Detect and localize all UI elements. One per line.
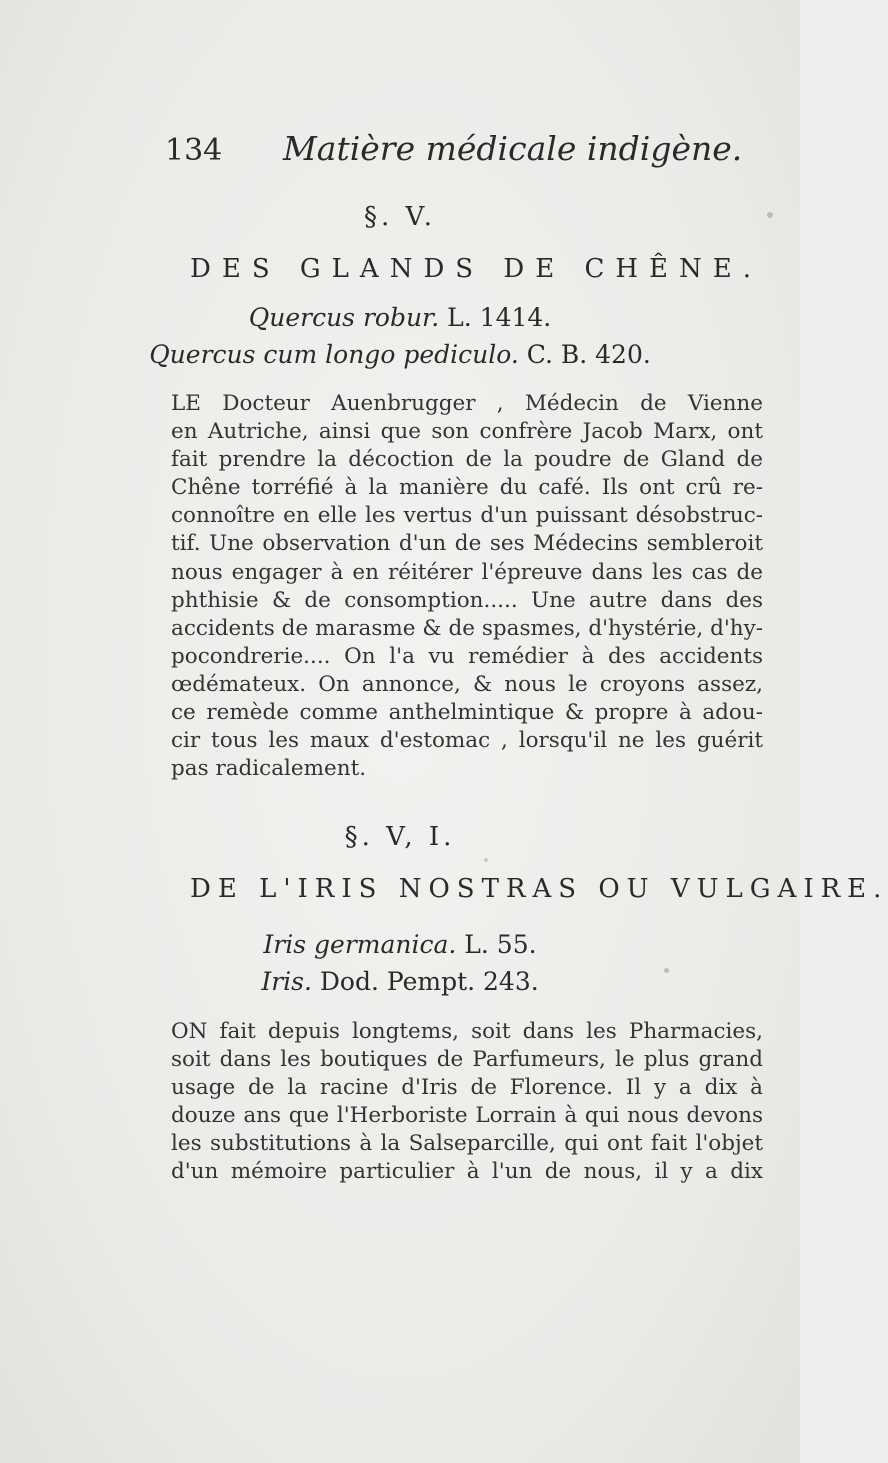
text-line: Chêne torréfié à la manière du café. Ils ont crû re- — [171, 475, 763, 501]
running-title: Matière médicale indigène. — [283, 129, 743, 168]
text-line: ON fait depuis longtems, soit dans les Pharmacies, — [171, 1019, 763, 1044]
text-line: fait prendre la décoction de la poudre de Gland de — [171, 447, 763, 473]
text-line: phthisie & de consomption..... Une autre dans des — [171, 587, 763, 613]
text-line: œdémateux. On annonce, & nous le croyons assez, — [171, 671, 763, 697]
section-v-paragraph — [171, 390, 763, 783]
paper-speck — [484, 858, 488, 862]
citation-ref: L. 55. — [464, 930, 537, 959]
section-vi-paragraph — [171, 1018, 763, 1187]
text-line: connoître en elle les vertus d'un puissant désobstruc- — [171, 503, 763, 529]
text-line: tif. Une observation d'un de ses Médecins sembleroit — [171, 531, 763, 557]
citation-name: Quercus cum longo pediculo. — [149, 340, 519, 369]
page-number: 134 — [165, 133, 223, 168]
section-v-heading: DES GLANDS DE CHÊNE. — [190, 254, 763, 284]
citation-ref: Dod. Pempt. 243. — [319, 967, 539, 996]
citation-line — [0, 967, 800, 996]
text-line: nous engager à en réitérer l'épreuve dans les cas de — [171, 559, 763, 585]
text-line: douze ans que l'Herboriste Lorrain à qui nous devons — [171, 1103, 763, 1129]
text-line: en Autriche, ainsi que son confrère Jacob Marx, ont — [171, 419, 763, 445]
paper-speck — [767, 212, 773, 218]
citation-line — [0, 930, 800, 959]
paper-speck — [664, 968, 669, 973]
citation-line — [0, 303, 800, 332]
citation-line — [0, 340, 800, 369]
citation-ref: C. B. 420. — [526, 340, 651, 369]
text-line: pocondrerie.... On l'a vu remédier à des accidents — [171, 643, 763, 669]
citation-ref: L. 1414. — [447, 303, 552, 332]
text-line: LE Docteur Auenbrugger , Médecin de Vienne — [171, 391, 763, 416]
text-line: ce remède comme anthelmintique & propre à adou- — [171, 700, 763, 726]
text-line: accidents de marasme & de spasmes, d'hystérie, d'hy- — [171, 615, 763, 641]
text-line: soit dans les boutiques de Parfumeurs, le plus grand — [171, 1047, 763, 1073]
text-line: les substitutions à la Salseparcille, qui ont fait l'objet — [171, 1131, 763, 1157]
page-header — [165, 129, 765, 177]
section-v-mark: §. V. — [363, 202, 437, 232]
citation-name: Iris. — [261, 967, 312, 996]
citation-name: Iris germanica. — [263, 930, 457, 959]
section-vi-heading: DE L'IRIS NOSTRAS OU VULGAIRE. — [190, 874, 888, 904]
section-vi-mark: §. V, I. — [344, 822, 456, 852]
citation-name: Quercus robur. — [248, 303, 440, 332]
text-line: cir tous les maux d'estomac , lorsqu'il ne les guérit — [171, 728, 763, 754]
text-line: pas radicalement. — [171, 756, 367, 782]
text-line: usage de la racine d'Iris de Florence. Il y a dix à — [171, 1075, 763, 1101]
text-line: d'un mémoire particulier à l'un de nous, il y a dix — [171, 1159, 763, 1185]
